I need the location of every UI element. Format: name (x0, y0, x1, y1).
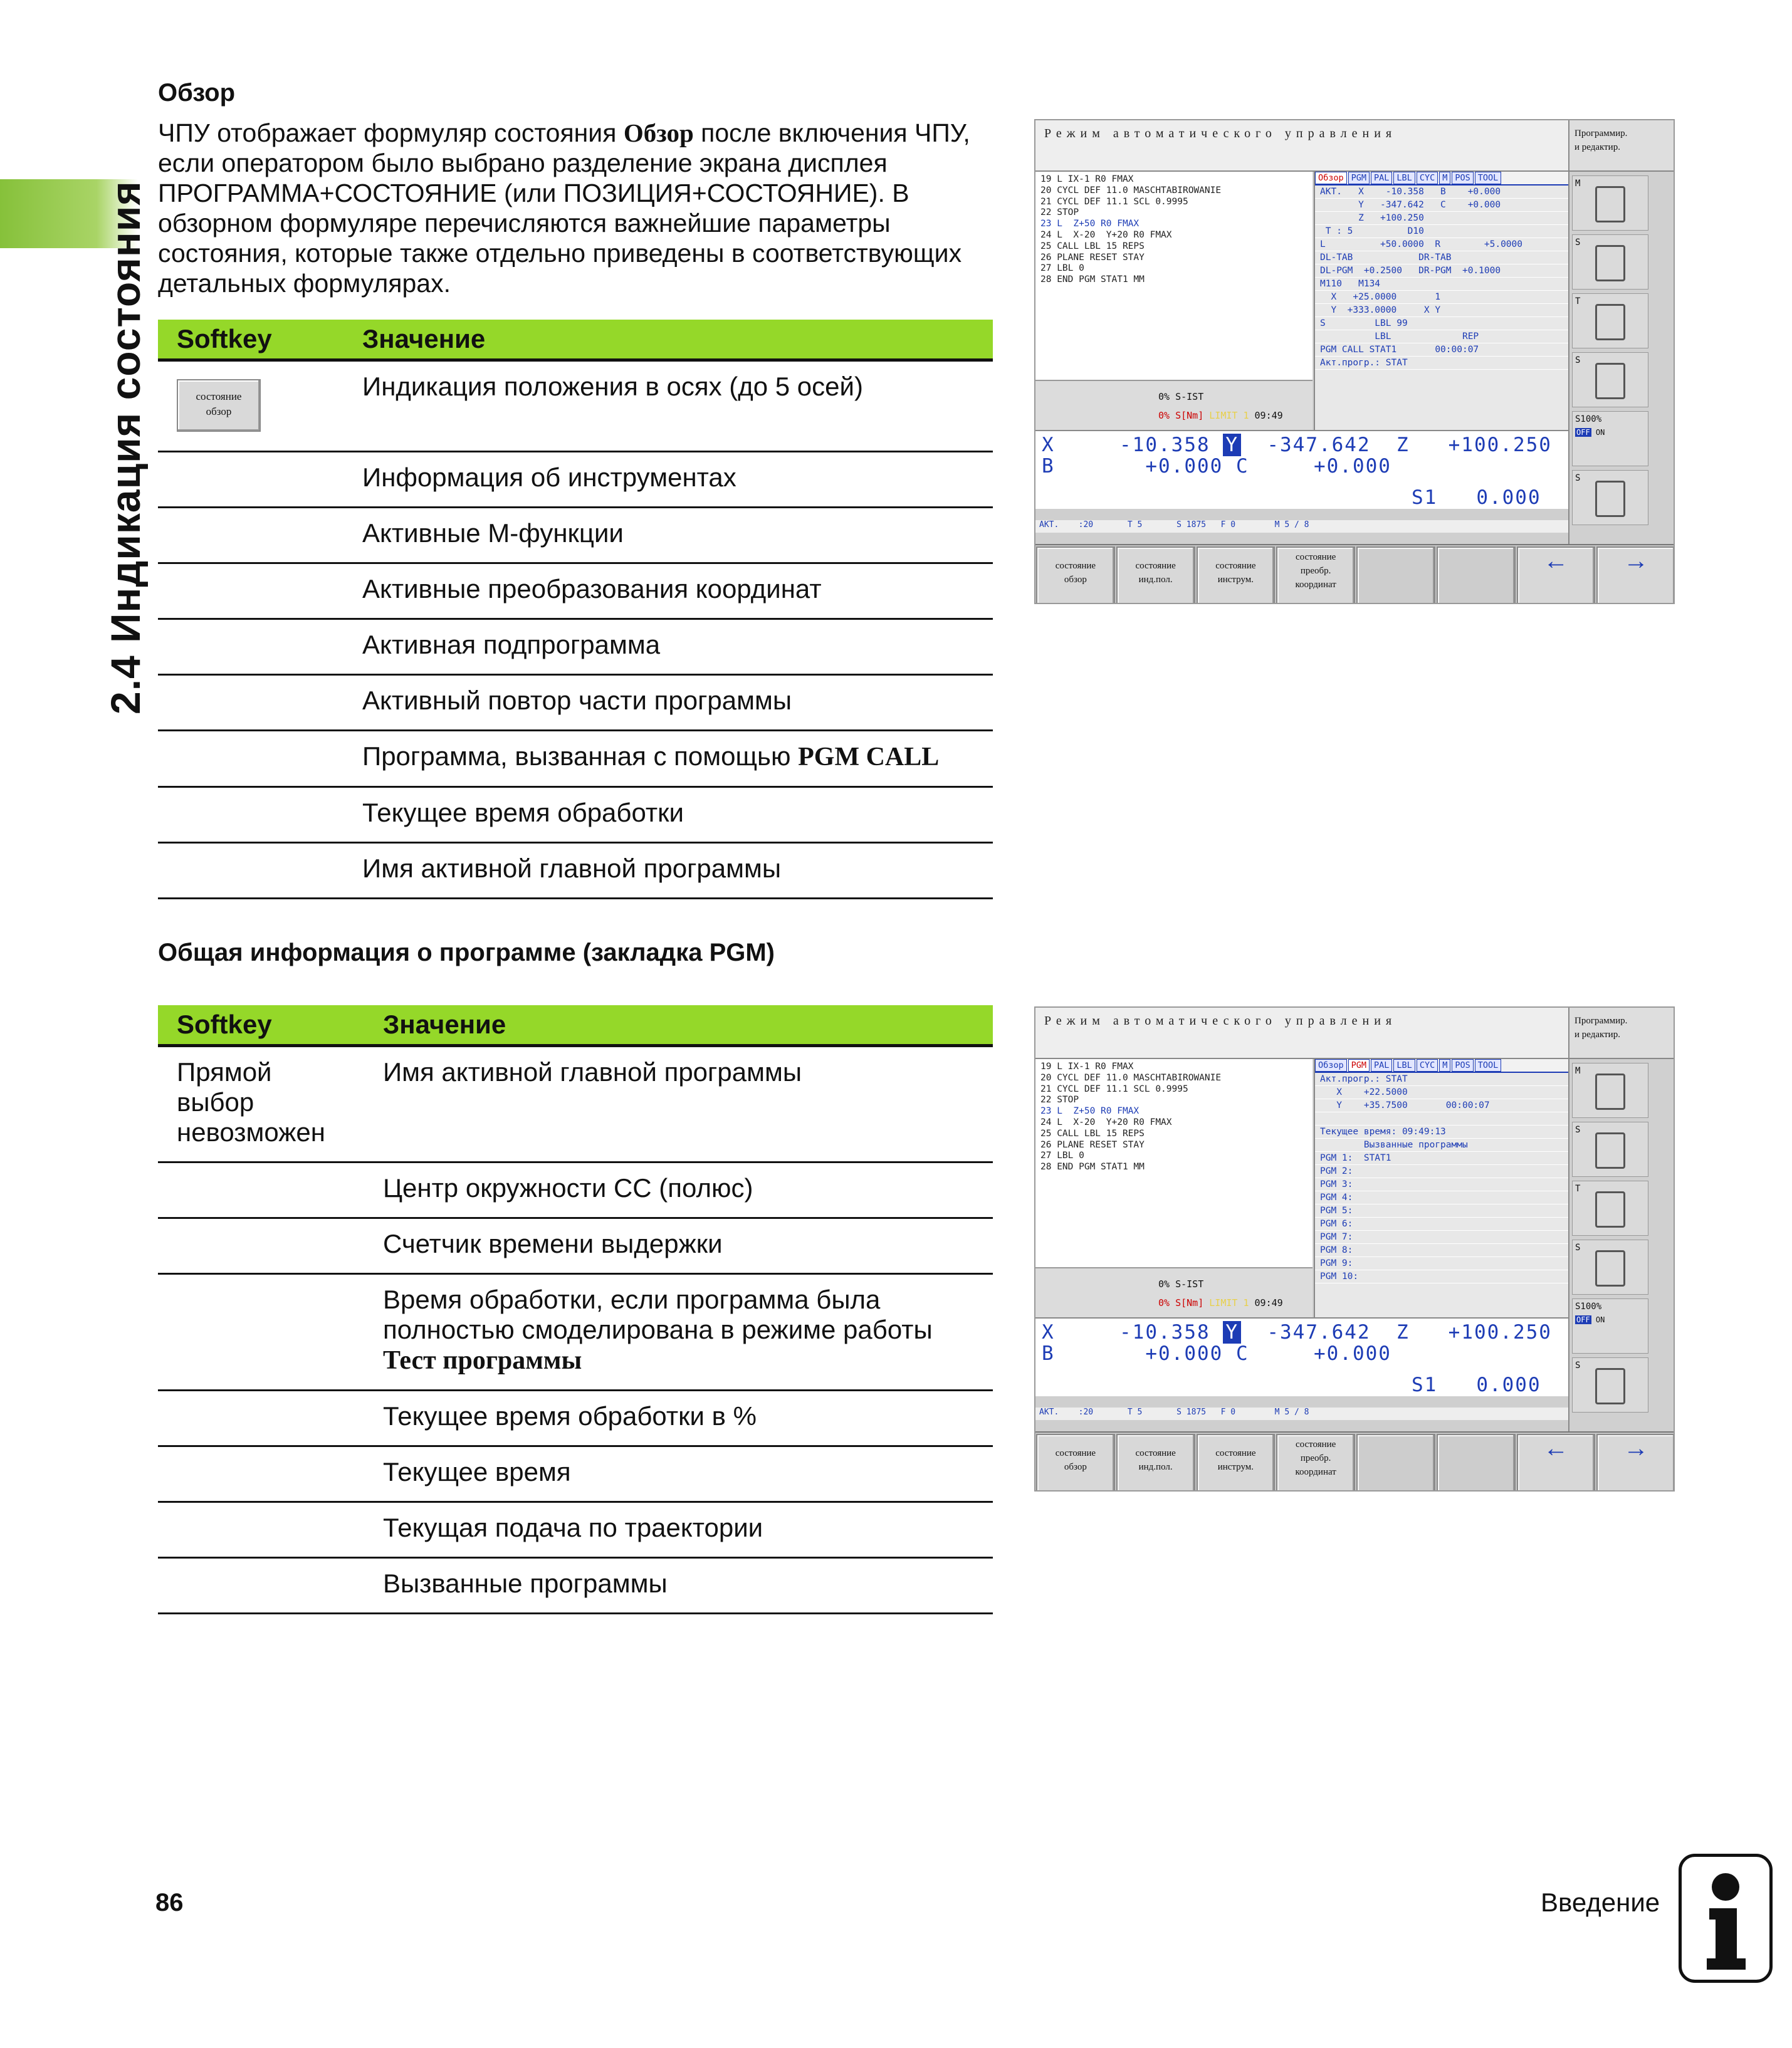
status-overview-softkey[interactable]: состояние обзор (177, 379, 261, 432)
tab-lbl[interactable]: LBL (1393, 1059, 1415, 1072)
spindle-minus-key[interactable]: S (1572, 1357, 1648, 1413)
table-row (158, 1557, 993, 1613)
machine-icon (1595, 1074, 1625, 1110)
status-row: LBL REP (1315, 330, 1568, 343)
tab-overview[interactable]: Обзор (1315, 1059, 1347, 1072)
pgm-table (158, 1005, 993, 1614)
table-row (158, 360, 993, 451)
table-row (158, 1218, 993, 1273)
status-row: Y -347.642 C +0.000 (1315, 199, 1568, 212)
table-row (158, 842, 993, 898)
tab-pos[interactable]: POS (1452, 1059, 1473, 1072)
program-edit-title[interactable]: Программир. и редактир. (1568, 1008, 1675, 1059)
status-row: Y +333.0000 X Y (1315, 304, 1568, 317)
machine-icon (1595, 186, 1625, 222)
status-row: PGM 1: STAT1 (1315, 1152, 1568, 1165)
spindle-key[interactable]: S (1572, 234, 1648, 290)
position-display: X -10.358 Y -347.642 Z +100.250 B +0.000 C +0.000 S1 0.000 (1035, 1317, 1568, 1396)
status-row: PGM 3: (1315, 1178, 1568, 1191)
table-row (158, 674, 993, 730)
tab-pgm[interactable]: PGM (1348, 1059, 1370, 1072)
section-heading-overview: Обзор (158, 79, 236, 107)
table-row (158, 1045, 993, 1162)
right-softkey-column (1568, 172, 1675, 544)
position-display: X -10.358 Y -347.642 Z +100.250 B +0.000 C +0.000 S1 0.000 (1035, 430, 1568, 509)
table-cell: Имя активной главной программы (363, 1045, 993, 1162)
tab-m[interactable]: M (1439, 1059, 1450, 1072)
table-cell: Текущая подача по траектории (363, 1502, 993, 1557)
tab-pal[interactable]: PAL (1371, 172, 1392, 184)
status-panel (1314, 1059, 1568, 1317)
page-back-icon[interactable]: ← (1517, 1434, 1596, 1492)
table-row (158, 1390, 993, 1446)
table-cell: Программа, вызванная с помощью PGM CALL (342, 730, 993, 786)
spindle-key[interactable]: S (1572, 1122, 1648, 1177)
status-row: Акт.прогр.: STAT (1315, 1073, 1568, 1086)
chapter-sidebar (0, 0, 150, 752)
table-row (158, 1273, 993, 1390)
program-listing: 19 L IX-1 R0 FMAX 20 CYCL DEF 11.0 MASCHTABIROWANIE 21 CYCL DEF 11.1 SCL 0.9995 22 STOP 23 L Z+50 R0 FMAX 24 L X-20 Y+20 R0 FMAX 25 CALL LBL 15 REPS 26 PLANE RESET STAY 27 LBL 0 28 END PGM STAT1 MM (1035, 172, 1313, 380)
spindle-icon (1595, 1132, 1625, 1169)
softkey-empty (1437, 546, 1516, 604)
softkey-status-position[interactable]: состояние инд.пол. (1116, 546, 1195, 604)
table-row (158, 619, 993, 674)
table-cell: Прямой выбор невозможен (158, 1045, 363, 1162)
softkey-status-transform[interactable]: состояние преобр. координат (1276, 546, 1355, 604)
table-cell: Активные преобразования координат (342, 563, 993, 619)
mode-title: Режим автоматического управления (1035, 1008, 1568, 1059)
status-row: X +25.0000 1 (1315, 291, 1568, 304)
cnc-screen-pgm (1034, 1006, 1675, 1492)
page-back-icon[interactable]: ← (1517, 546, 1596, 604)
status-row: PGM 8: (1315, 1244, 1568, 1257)
table-cell: Время обработки, если программа была полностью смоделирована в режиме работы Тест программы (363, 1273, 993, 1390)
status-row: PGM 2: (1315, 1165, 1568, 1178)
cnc-screen-overview (1034, 119, 1675, 604)
spindle-override-key[interactable]: S100% OFF ON (1572, 411, 1648, 466)
plus-icon (1595, 363, 1625, 399)
table-cell: Текущее время обработки в % (363, 1390, 993, 1446)
status-row: M110 M134 (1315, 278, 1568, 291)
table-row (158, 1446, 993, 1502)
status-row: DL-TAB DR-TAB (1315, 251, 1568, 264)
header-meaning: Значение (363, 1005, 993, 1045)
table-cell: Счетчик времени выдержки (363, 1218, 993, 1273)
softkey-empty (1437, 1434, 1516, 1492)
page-forward-icon[interactable]: → (1596, 546, 1675, 604)
table-cell: Центр окружности CC (полюс) (363, 1162, 993, 1218)
status-row: Акт.прогр.: STAT (1315, 357, 1568, 370)
tab-overview[interactable]: Обзор (1315, 172, 1347, 184)
table-cell: Вызванные программы (363, 1557, 993, 1613)
tab-tool[interactable]: TOOL (1475, 172, 1502, 184)
table-cell: Индикация положения в осях (до 5 осей) (342, 360, 993, 451)
m-function-key[interactable]: M (1572, 175, 1648, 231)
status-bar: АКТ. :20 T 5 S 1875 F 0 M 5 / 8 (1035, 1408, 1568, 1420)
status-row: Y +35.7500 00:00:07 (1315, 1099, 1568, 1112)
tab-cyc[interactable]: CYC (1417, 1059, 1438, 1072)
tab-lbl[interactable]: LBL (1393, 172, 1415, 184)
status-row: PGM 6: (1315, 1218, 1568, 1231)
table-row (158, 730, 993, 786)
tab-pos[interactable]: POS (1452, 172, 1473, 184)
table-row (158, 507, 993, 563)
spindle-load: 0% S-IST 0% S[Nm] LIMIT 1 09:49 (1035, 1267, 1313, 1317)
overview-table (158, 320, 993, 899)
table-row (158, 786, 993, 842)
spindle-override-key[interactable]: S100% OFF ON (1572, 1298, 1648, 1354)
table-cell: Активная подпрограмма (342, 619, 993, 674)
table-cell: Текущее время (363, 1446, 993, 1502)
table-header (158, 1005, 993, 1045)
spindle-load: 0% S-IST 0% S[Nm] LIMIT 1 09:49 (1035, 380, 1313, 430)
status-tabs (1315, 1059, 1568, 1073)
tool-key[interactable]: T (1572, 293, 1648, 348)
minus-icon (1595, 1368, 1625, 1404)
table-row (158, 563, 993, 619)
m-function-key[interactable]: M (1572, 1063, 1648, 1118)
softkey-status-tool[interactable]: состояние инструм. (1197, 1434, 1276, 1492)
header-softkey: Softkey (158, 320, 342, 360)
spindle-minus-key[interactable]: S (1572, 470, 1648, 525)
softkey-empty (1356, 546, 1435, 604)
header-softkey: Softkey (158, 1005, 363, 1045)
mode-title: Режим автоматического управления (1035, 120, 1568, 172)
tab-cyc[interactable]: CYC (1417, 172, 1438, 184)
status-row: АКТ. X -10.358 B +0.000 (1315, 185, 1568, 199)
softkey-empty (1356, 1434, 1435, 1492)
tool-key[interactable]: T (1572, 1181, 1648, 1236)
softkey-status-overview[interactable]: состояние обзор (1036, 1434, 1115, 1492)
softkey-status-overview[interactable]: состояние обзор (1036, 546, 1115, 604)
section-name: Введение (1541, 1888, 1660, 1917)
status-row (1315, 1112, 1568, 1126)
status-row: L +50.0000 R +5.0000 (1315, 238, 1568, 251)
spindle-plus-key[interactable]: S (1572, 352, 1648, 407)
spindle-icon (1595, 245, 1625, 281)
tab-tool[interactable]: TOOL (1475, 1059, 1502, 1072)
softkey-row (1035, 1431, 1675, 1492)
table-cell: Информация об инструментах (342, 451, 993, 507)
status-row: PGM 4: (1315, 1191, 1568, 1204)
table-row (158, 1162, 993, 1218)
status-row: PGM 5: (1315, 1204, 1568, 1218)
tool-icon (1595, 304, 1625, 340)
tab-m[interactable]: M (1439, 172, 1450, 184)
table-header (158, 320, 993, 360)
status-row: DL-PGM +0.2500 DR-PGM +0.1000 (1315, 264, 1568, 278)
minus-icon (1595, 481, 1625, 517)
section-heading-pgm: Общая информация о программе (закладка PGM) (158, 939, 775, 966)
table-cell: Текущее время обработки (342, 786, 993, 842)
status-row: Z +100.250 (1315, 212, 1568, 225)
table-cell: Имя активной главной программы (342, 842, 993, 898)
table-row (158, 451, 993, 507)
status-tabs (1315, 172, 1568, 185)
program-edit-title[interactable]: Программир. и редактир. (1568, 120, 1675, 172)
info-icon (1679, 1854, 1773, 1983)
tab-pgm[interactable]: PGM (1348, 172, 1370, 184)
softkey-status-transform[interactable]: состояние преобр. координат (1276, 1434, 1355, 1492)
status-row: T : 5 D10 (1315, 225, 1568, 238)
status-row: PGM 9: (1315, 1257, 1568, 1270)
tab-pal[interactable]: PAL (1371, 1059, 1392, 1072)
status-row: Текущее время: 09:49:13 (1315, 1126, 1568, 1139)
softkey-row (1035, 544, 1675, 604)
status-row: Вызванные программы (1315, 1139, 1568, 1152)
table-cell: Активный повтор части программы (342, 674, 993, 730)
spindle-plus-key[interactable]: S (1572, 1240, 1648, 1295)
chapter-title: 2.4 Индикация состояния (102, 180, 149, 714)
right-softkey-column (1568, 1059, 1675, 1431)
status-row: PGM 10: (1315, 1270, 1568, 1283)
header-meaning: Значение (342, 320, 993, 360)
overview-paragraph: ЧПУ отображает формуляр состояния Обзор после включения ЧПУ, если оператором было выбрано разделение экрана дисплея ПРОГРАММА+СОСТОЯНИЕ (или ПОЗИЦИЯ+СОСТОЯНИЕ). В обзорном формуляре перечисляются важнейшие параметры состояния, которые также отдельно приведены в соответствующих детальных формулярах. (158, 118, 970, 298)
softkey-status-position[interactable]: состояние инд.пол. (1116, 1434, 1195, 1492)
status-row: X +22.5000 (1315, 1086, 1568, 1099)
page-forward-icon[interactable]: → (1596, 1434, 1675, 1492)
table-cell: Активные M-функции (342, 507, 993, 563)
status-row: PGM CALL STAT1 00:00:07 (1315, 343, 1568, 357)
status-panel (1314, 172, 1568, 430)
status-row: S LBL 99 (1315, 317, 1568, 330)
softkey-status-tool[interactable]: состояние инструм. (1197, 546, 1276, 604)
tool-icon (1595, 1191, 1625, 1228)
page-number: 86 (155, 1889, 184, 1916)
table-row (158, 1502, 993, 1557)
status-row: PGM 7: (1315, 1231, 1568, 1244)
status-bar: АКТ. :20 T 5 S 1875 F 0 M 5 / 8 (1035, 520, 1568, 533)
plus-icon (1595, 1250, 1625, 1287)
program-listing: 19 L IX-1 R0 FMAX 20 CYCL DEF 11.0 MASCHTABIROWANIE 21 CYCL DEF 11.1 SCL 0.9995 22 STOP 23 L Z+50 R0 FMAX 24 L X-20 Y+20 R0 FMAX 25 CALL LBL 15 REPS 26 PLANE RESET STAY 27 LBL 0 28 END PGM STAT1 MM (1035, 1059, 1313, 1267)
